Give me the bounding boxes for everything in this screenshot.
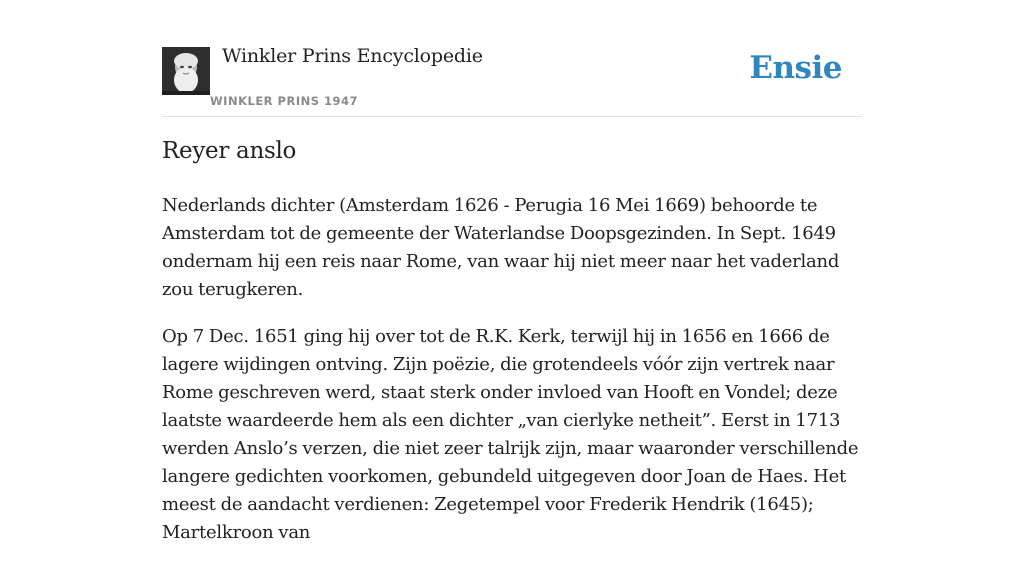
author-avatar[interactable] [162,47,210,95]
brand-logo[interactable]: Ensie [749,50,842,86]
article-title: Reyer anslo [162,138,297,164]
source-subtitle[interactable]: WINKLER PRINS 1947 [210,94,359,108]
bearded-man-portrait-icon [162,47,210,95]
article-paragraph: Nederlands dichter (Amsterdam 1626 - Perugia 16 Mei 1669) behoorde te Amsterdam tot de gemeente der Waterlandse Doopsgezinden. In Sept. 1649 ondernam hij een reis naar Rome, van waar hij niet meer naar het vaderland zou terugkeren. [162,195,840,300]
article-body [162,192,862,566]
source-title[interactable]: Winkler Prins Encyclopedie [222,45,483,67]
article-header [162,0,862,117]
article-paragraph: Op 7 Dec. 1651 ging hij over tot de R.K. Kerk, terwijl hij in 1656 en 1666 de lagere wijdingen ontving. Zijn poëzie, die grotendeels vóór zijn vertrek naar Rome geschreven werd, staat sterk onder invloed van Hooft en Vondel; deze laatste waardeerde hem als een dichter „van cierlyke netheit”. Eerst in 1713 werden Anslo’s verzen, die niet zeer talrijk zijn, maar waaronder verschillende langere gedichten voorkomen, gebundeld uitgegeven door Joan de Haes. Het meest de aandacht verdienen: Zegetempel voor Frederik Hendrik (1645); Martelkroon van [162,326,859,543]
